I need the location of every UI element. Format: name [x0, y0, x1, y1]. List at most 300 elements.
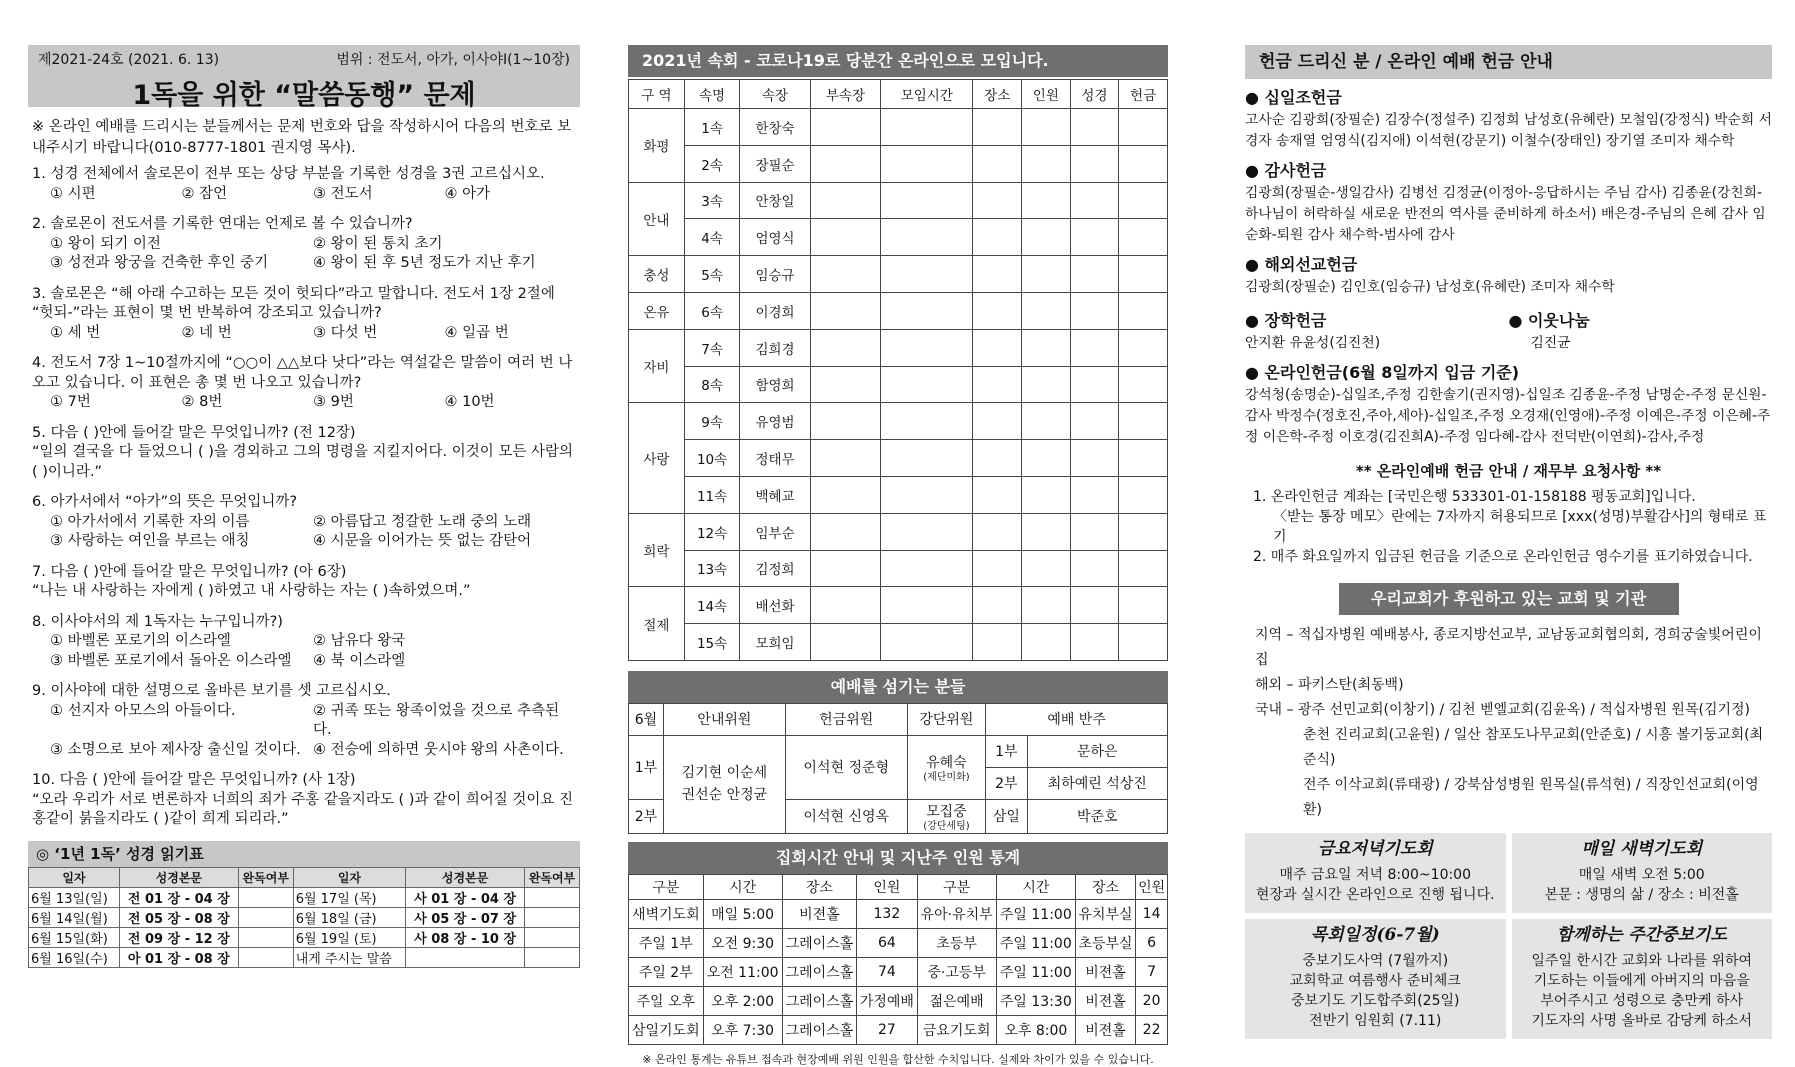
stats-table: [628, 874, 1168, 1045]
info-box-title: 목회일정(6-7월): [1310, 925, 1440, 945]
option: ③ 전도서: [313, 185, 373, 202]
offering-heading: ● 십일조헌금: [1245, 88, 1342, 107]
cell-number: 13속: [684, 550, 740, 587]
table-cell: 초등부실: [1075, 928, 1135, 957]
neighbor-heading: ● 이웃나눔: [1508, 311, 1590, 330]
cell-col-header: 부속장: [810, 80, 880, 109]
table-cell: 오전 9:30: [703, 928, 782, 957]
table-cell: 6월 14일(월): [29, 907, 120, 927]
cell-col-header: 모임시간: [881, 80, 973, 109]
cell-number: 6속: [684, 292, 740, 329]
cell-number: 9속: [684, 403, 740, 440]
empty-cell: [1022, 366, 1071, 403]
guide-members: 김기현 이순세 권선순 안정균: [663, 735, 785, 833]
question-text: 3. 솔로몬은 “해 아래 수고하는 모든 것이 헛되다”라고 말합니다. 전도서 1장 2절에 “헛되-”라는 표현이 몇 번 반복하여 강조되고 있습니까?: [32, 285, 555, 321]
empty-cell: [881, 513, 973, 550]
group-name: 희락: [629, 513, 685, 587]
support-line: 춘천 진리교회(고윤원) / 일산 참포도나무교회(안준호) / 시흥 볼기둥교회(최준식): [1303, 727, 1764, 768]
table-row: [629, 957, 1168, 986]
quiz-notice: ※ 온라인 예배를 드리시는 분들께서는 문제 번호와 답을 작성하시어 다음의 번호로 보내주시기 바랍니다(010-8777-1801 권지영 목사).: [32, 119, 572, 156]
table-row: [629, 513, 1168, 550]
empty-cell: [973, 366, 1022, 403]
option: ④ 북 이스라엘: [313, 652, 406, 669]
cell-leader: 백혜교: [740, 476, 810, 513]
empty-cell: [973, 292, 1022, 329]
info-box-line: 매일 새벽 오전 5:00: [1578, 867, 1705, 883]
empty-cell: [1070, 109, 1119, 146]
cell-number: 2속: [684, 145, 740, 182]
cell-number: 10속: [684, 440, 740, 477]
table-cell: 내게 주시는 말씀: [293, 947, 406, 967]
info-box-title: 금요저녁기도회: [1317, 839, 1433, 859]
table-cell: 젊은예배: [917, 986, 996, 1015]
question: [32, 493, 576, 552]
cell-col-header: 속장: [740, 80, 810, 109]
table-cell: 오후 7:30: [703, 1015, 782, 1044]
empty-cell: [973, 550, 1022, 587]
group-name: 충성: [629, 256, 685, 293]
cell-col-header: 성경: [1070, 80, 1119, 109]
table-row: [629, 182, 1168, 219]
question-text: 5. 다음 ( )안에 들어갈 말은 무엇입니까? (전 12장) “일의 결국을 다 들었으니 ( )을 경외하고 그의 명령을 지킬지어다. 이것이 모든 사람의 ( )이니라.”: [32, 424, 573, 480]
table-cell: [525, 947, 580, 967]
option: ② 네 번: [181, 324, 232, 341]
table-row: [629, 145, 1168, 182]
empty-cell: [1022, 109, 1071, 146]
table-cell: 사 05 장 - 07 장: [406, 907, 525, 927]
table-cell: 6월 18일 (금): [293, 907, 406, 927]
empty-cell: [973, 624, 1022, 661]
empty-cell: [881, 403, 973, 440]
acc-label-3: 삼일: [986, 799, 1027, 833]
table-cell: 74: [857, 957, 917, 986]
empty-cell: [1070, 587, 1119, 624]
cell-number: 4속: [684, 219, 740, 256]
empty-cell: [1070, 329, 1119, 366]
empty-cell: [1119, 587, 1168, 624]
option: ① 아가서에서 기록한 자의 이름: [50, 513, 250, 530]
reading-plan-title: ◎ ‘1년 1독’ 성경 읽기표: [28, 841, 580, 867]
question: [32, 165, 576, 204]
table-cell: [238, 907, 293, 927]
cell-number: 11속: [684, 476, 740, 513]
altar-2-note: (강단세팅): [923, 820, 970, 832]
stats-col-header: 인원: [1136, 874, 1168, 899]
stats-title: 집회시간 안내 및 지난주 인원 통계: [628, 842, 1168, 874]
table-cell: 전 09 장 - 12 장: [119, 927, 238, 947]
empty-cell: [973, 513, 1022, 550]
offering-heading: ● 해외선교헌금: [1245, 255, 1358, 274]
altar-1-name: 유혜숙: [926, 754, 967, 771]
reading-col-header: 일자: [293, 867, 406, 887]
table-cell: 중·고등부: [917, 957, 996, 986]
table-cell: 주일 11:00: [996, 899, 1075, 928]
stats-col-header: 시간: [996, 874, 1075, 899]
empty-cell: [973, 182, 1022, 219]
table-cell: 6월 16일(수): [29, 947, 120, 967]
question-text: 7. 다음 ( )안에 들어갈 말은 무엇입니까? (아 6장) “나는 내 사랑하는 자에게 ( )하였고 내 사랑하는 자는 ( )속하였으며.”: [32, 563, 471, 599]
table-row: [629, 109, 1168, 146]
empty-cell: [810, 440, 880, 477]
question: [32, 354, 576, 413]
table-cell: [406, 947, 525, 967]
table-row: [629, 1015, 1168, 1044]
acc-label-2: 2부: [986, 767, 1027, 799]
reading-plan-table: [28, 867, 580, 968]
empty-cell: [1022, 219, 1071, 256]
cell-col-header: 헌금: [1119, 80, 1168, 109]
option: ④ 10번: [444, 394, 495, 410]
empty-cell: [1070, 440, 1119, 477]
altar-1-note: (제단미화): [923, 771, 970, 783]
empty-cell: [1119, 366, 1168, 403]
empty-cell: [1119, 256, 1168, 293]
question: [32, 285, 576, 344]
cell-leader: 김희경: [740, 329, 810, 366]
empty-cell: [810, 550, 880, 587]
empty-cell: [881, 587, 973, 624]
stats-col-header: 구분: [629, 874, 704, 899]
empty-cell: [810, 587, 880, 624]
table-cell: 오후 2:00: [703, 986, 782, 1015]
empty-cell: [1070, 550, 1119, 587]
empty-cell: [1070, 219, 1119, 256]
table-cell: [238, 887, 293, 907]
option: ② 잠언: [181, 185, 228, 202]
option: ③ 9번: [313, 394, 354, 410]
table-row: [29, 907, 580, 927]
table-cell: [525, 927, 580, 947]
cell-col-header: 속명: [684, 80, 740, 109]
finance-request: [1245, 460, 1772, 567]
empty-cell: [810, 476, 880, 513]
table-cell: 유치부실: [1075, 899, 1135, 928]
offering-members-2: 이석현 신영옥: [785, 799, 907, 833]
empty-cell: [973, 219, 1022, 256]
offering-names: 김광희(장필순-생일감사) 김병선 김정균(이정아-응답하시는 주님 감사) 김종윤(강친희-하나님이 허락하실 새로운 반전의 역사를 준비하게 하소서) 배은경-주님의 은혜 감사 임순화-퇴원 감사 채수학-범사에 감사: [1245, 185, 1766, 243]
empty-cell: [1119, 219, 1168, 256]
cell-number: 7속: [684, 329, 740, 366]
table-cell: 전 01 장 - 04 장: [119, 887, 238, 907]
empty-cell: [810, 109, 880, 146]
table-row: [629, 587, 1168, 624]
stats-col-header: 장소: [782, 874, 857, 899]
table-cell: 유아·유치부: [917, 899, 996, 928]
cell-leader: 함영희: [740, 366, 810, 403]
servants-col-header: 안내위원: [663, 703, 785, 735]
info-box: [1512, 833, 1773, 913]
empty-cell: [881, 292, 973, 329]
table-cell: 6월 19일 (토): [293, 927, 406, 947]
cell-leader: 한창숙: [740, 109, 810, 146]
offering-sections: [1245, 85, 1772, 298]
support-line: 전주 이삭교회(류태광) / 강북삼성병원 원목실(류석현) / 직장인선교회(이영환): [1303, 777, 1759, 818]
option: ① 시편: [50, 185, 96, 202]
table-cell: 새벽기도회: [629, 899, 704, 928]
empty-cell: [1022, 624, 1071, 661]
empty-cell: [1119, 440, 1168, 477]
table-cell: 비젼홀: [782, 899, 857, 928]
info-box-line: 중보기도 기도합주회(25일): [1291, 993, 1460, 1009]
table-cell: 그레이스홀: [782, 1015, 857, 1044]
cell-number: 1속: [684, 109, 740, 146]
online-names: 강석청(송명순)-십일조,주정 김한솔기(권지영)-십일조 김종윤-주정 남명순-주정 문신원-감사 박정수(정호진,주아,세아)-십일조,주정 오경재(인영애)-주정 이예은-주정 이은혜-주정 이은학-주정 이호경(김진희A)-주정 임다혜-감사 전덕반(이연희)-감사,주정: [1245, 387, 1771, 445]
question-options: [32, 632, 576, 671]
empty-cell: [973, 476, 1022, 513]
offering-pair: [1245, 302, 1772, 354]
empty-cell: [973, 440, 1022, 477]
info-box-line: 기도하는 이들에게 아버지의 마음을: [1533, 973, 1750, 989]
table-cell: 64: [857, 928, 917, 957]
altar-1: [907, 735, 986, 799]
empty-cell: [1022, 329, 1071, 366]
empty-cell: [1119, 145, 1168, 182]
question: [32, 771, 576, 830]
servants-title: 예배를 섬기는 분들: [628, 671, 1168, 703]
stats-col-header: 구분: [917, 874, 996, 899]
table-cell: 삼일기도회: [629, 1015, 704, 1044]
empty-cell: [810, 219, 880, 256]
servants-col-header: 예배 반주: [986, 703, 1168, 735]
question-text: 9. 이사야에 대한 설명으로 올바른 보기를 셋 고르십시오.: [32, 683, 391, 699]
empty-cell: [1022, 403, 1071, 440]
cell-leader: 유영범: [740, 403, 810, 440]
table-cell: 전 05 장 - 08 장: [119, 907, 238, 927]
info-box: [1245, 919, 1506, 1039]
empty-cell: [1022, 256, 1071, 293]
option: ④ 왕이 된 후 5년 정도가 지난 후기: [313, 255, 536, 271]
empty-cell: [1022, 587, 1071, 624]
empty-cell: [1119, 513, 1168, 550]
question: [32, 424, 576, 483]
table-row: [629, 550, 1168, 587]
cell-group-table: [628, 79, 1168, 661]
table-cell: 주일 1부: [629, 928, 704, 957]
info-box-title: 함께하는 주간중보기도: [1556, 925, 1727, 945]
table-cell: 그레이스홀: [782, 928, 857, 957]
cell-leader: 임부순: [740, 513, 810, 550]
servants-table: [628, 703, 1168, 834]
option: ② 아름답고 정갈한 노래 중의 노래: [313, 513, 532, 530]
empty-cell: [1070, 366, 1119, 403]
question: [32, 682, 576, 760]
altar-2-name: 모집중: [926, 803, 967, 820]
option: ③ 사랑하는 여인을 부르는 애칭: [50, 533, 250, 549]
table-row: [29, 927, 580, 947]
option: ② 8번: [181, 394, 223, 410]
option: ④ 일곱 번: [444, 324, 509, 341]
table-cell: 비젼홀: [1075, 1015, 1135, 1044]
option: ① 세 번: [50, 324, 101, 341]
empty-cell: [1070, 624, 1119, 661]
cell-number: 3속: [684, 182, 740, 219]
option: ③ 바벨론 포로기에서 돌아온 이스라엘: [50, 652, 292, 669]
offering-title: 헌금 드리신 분 / 온라인 예배 헌금 안내: [1245, 45, 1772, 79]
empty-cell: [1070, 476, 1119, 513]
cell-leader: 김정희: [740, 550, 810, 587]
table-cell: 6: [1136, 928, 1168, 957]
empty-cell: [1022, 440, 1071, 477]
acc-name-2: 최하예린 석상진: [1027, 767, 1167, 799]
empty-cell: [881, 329, 973, 366]
table-cell: 22: [1136, 1015, 1168, 1044]
info-box-line: 기도자의 사명 올바로 감당케 하소서: [1531, 1013, 1753, 1029]
question-text: 6. 아가서에서 “아가”의 뜻은 무엇입니까?: [32, 494, 298, 510]
cell-leader: 모희임: [740, 624, 810, 661]
table-cell: [238, 947, 293, 967]
cell-col-header: 인원: [1022, 80, 1071, 109]
cell-col-header: 장소: [973, 80, 1022, 109]
table-row: [629, 403, 1168, 440]
offering-members-1: 이석현 정준형: [785, 735, 907, 799]
question-text: 8. 이사야서의 제 1독자는 누구입니까?): [32, 613, 283, 630]
question: [32, 563, 576, 602]
table-cell: 주일 11:00: [996, 957, 1075, 986]
option: ③ 소명으로 보아 제사장 출신일 것이다.: [50, 741, 301, 758]
empty-cell: [1119, 476, 1168, 513]
table-cell: 사 08 장 - 10 장: [406, 927, 525, 947]
online-offering: [1245, 360, 1772, 448]
request-title: ** 온라인예배 헌금 안내 / 재무부 요청사항 **: [1355, 462, 1662, 480]
option: ① 선지자 아모스의 아들이다.: [50, 702, 236, 719]
question-options: [32, 702, 576, 761]
reading-col-header: 성경본문: [119, 867, 238, 887]
option: ① 7번: [50, 394, 91, 410]
scholarship-names: 안지환 유윤성(김진천): [1245, 335, 1381, 351]
info-box: [1245, 833, 1506, 913]
cell-leader: 배선화: [740, 587, 810, 624]
table-row: [629, 256, 1168, 293]
option: ③ 성전과 왕궁을 건축한 후인 중기: [50, 255, 269, 271]
table-cell: 매일 5:00: [703, 899, 782, 928]
question: [32, 613, 576, 672]
info-box-line: 부어주시고 성령으로 충만케 하사: [1540, 993, 1744, 1009]
online-heading: ● 온라인헌금(6월 8일까지 입금 기준): [1245, 363, 1520, 382]
acc-name-3: 박준호: [1027, 799, 1167, 833]
empty-cell: [881, 440, 973, 477]
empty-cell: [1119, 403, 1168, 440]
empty-cell: [1070, 292, 1119, 329]
scholarship-heading: ● 장학헌금: [1245, 311, 1327, 330]
empty-cell: [1022, 292, 1071, 329]
table-row: [629, 476, 1168, 513]
info-box-line: 교회학교 여름행사 준비체크: [1289, 973, 1461, 989]
question-options: [32, 513, 576, 552]
cell-leader: 엄영식: [740, 219, 810, 256]
option: ③ 다섯 번: [313, 324, 378, 341]
cell-group-title: 2021년 속회 - 코로나19로 당분간 온라인으로 모입니다.: [628, 45, 1168, 77]
info-box-line: 전반기 임원회 (7.11): [1309, 1013, 1442, 1029]
table-cell: 초등부: [917, 928, 996, 957]
empty-cell: [1070, 513, 1119, 550]
info-box-line: 일주일 한시간 교회와 나라를 위하여: [1531, 953, 1753, 969]
altar-2: [907, 799, 986, 833]
info-box: [1512, 919, 1773, 1039]
quiz-title: 1독을 위한 “말씀동행” 문제: [132, 80, 476, 111]
empty-cell: [1119, 182, 1168, 219]
table-row: [629, 366, 1168, 403]
table-cell: 사 01 장 - 04 장: [406, 887, 525, 907]
table-cell: 주일 13:30: [996, 986, 1075, 1015]
empty-cell: [810, 329, 880, 366]
empty-cell: [973, 587, 1022, 624]
empty-cell: [810, 182, 880, 219]
empty-cell: [881, 366, 973, 403]
request-1: 1. 온라인헌금 계좌는 [국민은행 533301-01-158188 평동교회]입니다.: [1253, 489, 1696, 505]
table-cell: 27: [857, 1015, 917, 1044]
table-cell: [525, 907, 580, 927]
empty-cell: [881, 256, 973, 293]
cell-leader: 정태무: [740, 440, 810, 477]
table-cell: 금요기도회: [917, 1015, 996, 1044]
offering-column: [1245, 45, 1772, 1039]
question-text: 4. 전도서 7장 1~10절까지에 “○○이 △△보다 낫다”라는 역설같은 말씀이 여러 번 나오고 있습니다. 이 표현은 총 몇 번 나오고 있습니까?: [32, 355, 573, 391]
table-cell: 20: [1136, 986, 1168, 1015]
table-row: [629, 928, 1168, 957]
table-cell: 14: [1136, 899, 1168, 928]
quiz-column: [28, 45, 580, 968]
empty-cell: [810, 256, 880, 293]
table-cell: 비젼홀: [1075, 986, 1135, 1015]
table-cell: 6월 13일(일): [29, 887, 120, 907]
empty-cell: [810, 145, 880, 182]
table-cell: 주일 오후: [629, 986, 704, 1015]
empty-cell: [1119, 550, 1168, 587]
question-options: [32, 324, 576, 344]
empty-cell: [881, 476, 973, 513]
option: ② 남유다 왕국: [313, 633, 406, 649]
table-cell: 그레이스홀: [782, 957, 857, 986]
empty-cell: [1119, 292, 1168, 329]
reading-col-header: 일자: [29, 867, 120, 887]
empty-cell: [881, 219, 973, 256]
info-box-line: 본문 : 생명의 삶 / 장소 : 비전홀: [1544, 887, 1739, 903]
empty-cell: [1070, 403, 1119, 440]
support-title: 우리교회가 후원하고 있는 교회 및 기관: [1339, 583, 1679, 615]
request-1b: 〈받는 통장 메모〉란에는 7자까지 허용되므로 [xxx(성명)부활감사]의 형태로 표기: [1273, 509, 1767, 545]
group-name: 안내: [629, 182, 685, 256]
question-text: 10. 다음 ( )안에 들어갈 말은 무엇입니까? (사 1장) “오라 우리가 서로 변론하자 너희의 죄가 주홍 같을지라도 ( )과 같이 희어질 것이요 진홍같이 붉을지라도 ( )같이 희게 되리라.”: [32, 772, 573, 827]
support-line: 지역 – 적십자병원 예배봉사, 종로지방선교부, 교남동교회협의회, 경희궁술빛어린이집: [1255, 627, 1762, 668]
cell-col-header: 구 역: [629, 80, 685, 109]
table-cell: 아 01 장 - 08 장: [119, 947, 238, 967]
reading-col-header: 완독여부: [238, 867, 293, 887]
table-cell: 가정예배: [857, 986, 917, 1015]
servants-row-2: 2부: [629, 799, 664, 833]
issue-number: 제2021-24호 (2021. 6. 13): [38, 52, 220, 68]
question-options: [32, 393, 576, 413]
cell-leader: 장필순: [740, 145, 810, 182]
table-cell: 132: [857, 899, 917, 928]
empty-cell: [1022, 182, 1071, 219]
table-row: [629, 899, 1168, 928]
stats-col-header: 장소: [1075, 874, 1135, 899]
table-cell: 6월 17일 (목): [293, 887, 406, 907]
table-cell: 6월 15일(화): [29, 927, 120, 947]
info-box-line: 매주 금요일 저녁 8:00~10:00: [1279, 867, 1472, 883]
question-options: [32, 235, 576, 274]
acc-name-1: 문하은: [1027, 735, 1167, 767]
empty-cell: [1022, 476, 1071, 513]
cell-leader: 임승규: [740, 256, 810, 293]
offering-names: 김광희(장필순) 김인호(임승규) 남성호(유혜란) 조미자 채수학: [1245, 279, 1615, 295]
empty-cell: [1070, 182, 1119, 219]
empty-cell: [881, 182, 973, 219]
question-list: [28, 165, 580, 830]
empty-cell: [1070, 145, 1119, 182]
empty-cell: [973, 329, 1022, 366]
cell-number: 14속: [684, 587, 740, 624]
